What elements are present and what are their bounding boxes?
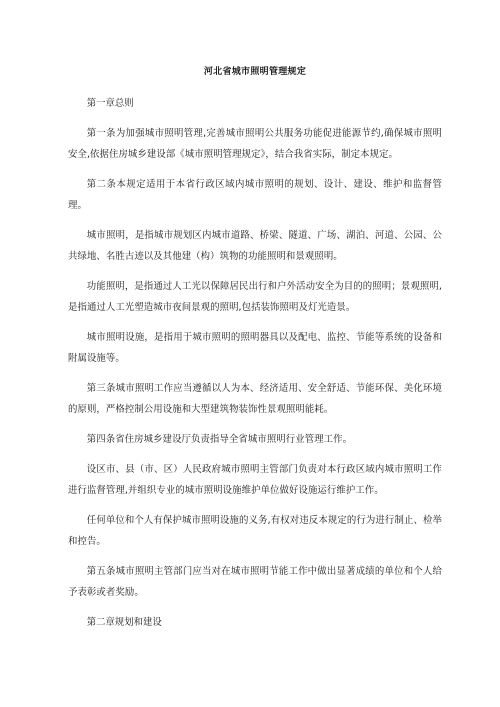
article-paragraph: 任何单位和个人有保护城市照明设施的义务,有权对违反本规定的行为进行制止、检举和控告。	[68, 515, 442, 547]
chapter-heading: 第二章规划和建设	[86, 617, 162, 628]
definition-paragraph: 城市照明设施，是指用于城市照明的照明器具以及配电、监控、节能等系统的设备和附属设施等。	[68, 332, 442, 364]
article-paragraph: 第五条城市照明主管部门应当对在城市照明节能工作中做出显著成绩的单位和个人给予表彰或者奖励。	[68, 566, 442, 598]
article-paragraph: 第三条城市照明工作应当遵循以人为本、经济适用、安全舒适、节能环保、美化环境的原则，严格控制公用设施和大型建筑物装饰性景观照明能耗。	[68, 383, 442, 415]
chapter-heading: 第一章总则	[86, 98, 134, 109]
definition-paragraph: 城市照明，是指城市规划区内城市道路、桥梁、隧道、广场、湖泊、河道、公园、公共绿地、名胜古迹以及其他建（构）筑物的功能照明和景观照明。	[68, 230, 442, 262]
article-paragraph: 设区市、县（市、区）人民政府城市照明主管部门负责对本行政区域内城市照明工作进行监督管理,并组织专业的城市照明设施维护单位做好设施运行维护工作。	[68, 464, 442, 496]
definition-paragraph: 功能照明，是指通过人工光以保障居民出行和户外活动安全为目的的照明；景观照明,是指通过人工光塑造城市夜间景观的照明,包括装饰照明及灯光造景。	[68, 281, 442, 313]
article-paragraph: 第一条为加强城市照明管理,完善城市照明公共服务功能促进能源节约,确保城市照明安全,依据住房城乡建设部《城市照明管理规定》，结合我省实际，制定本规定。	[68, 128, 442, 160]
article-paragraph: 第二条本规定适用于本省行政区域内城市照明的规划、设计、建设、维护和监督管理。	[68, 179, 442, 211]
document-title: 河北省城市照明管理规定	[203, 67, 307, 77]
article-paragraph: 第四条省住房城乡建设厅负责指导全省城市照明行业管理工作。	[86, 434, 353, 445]
